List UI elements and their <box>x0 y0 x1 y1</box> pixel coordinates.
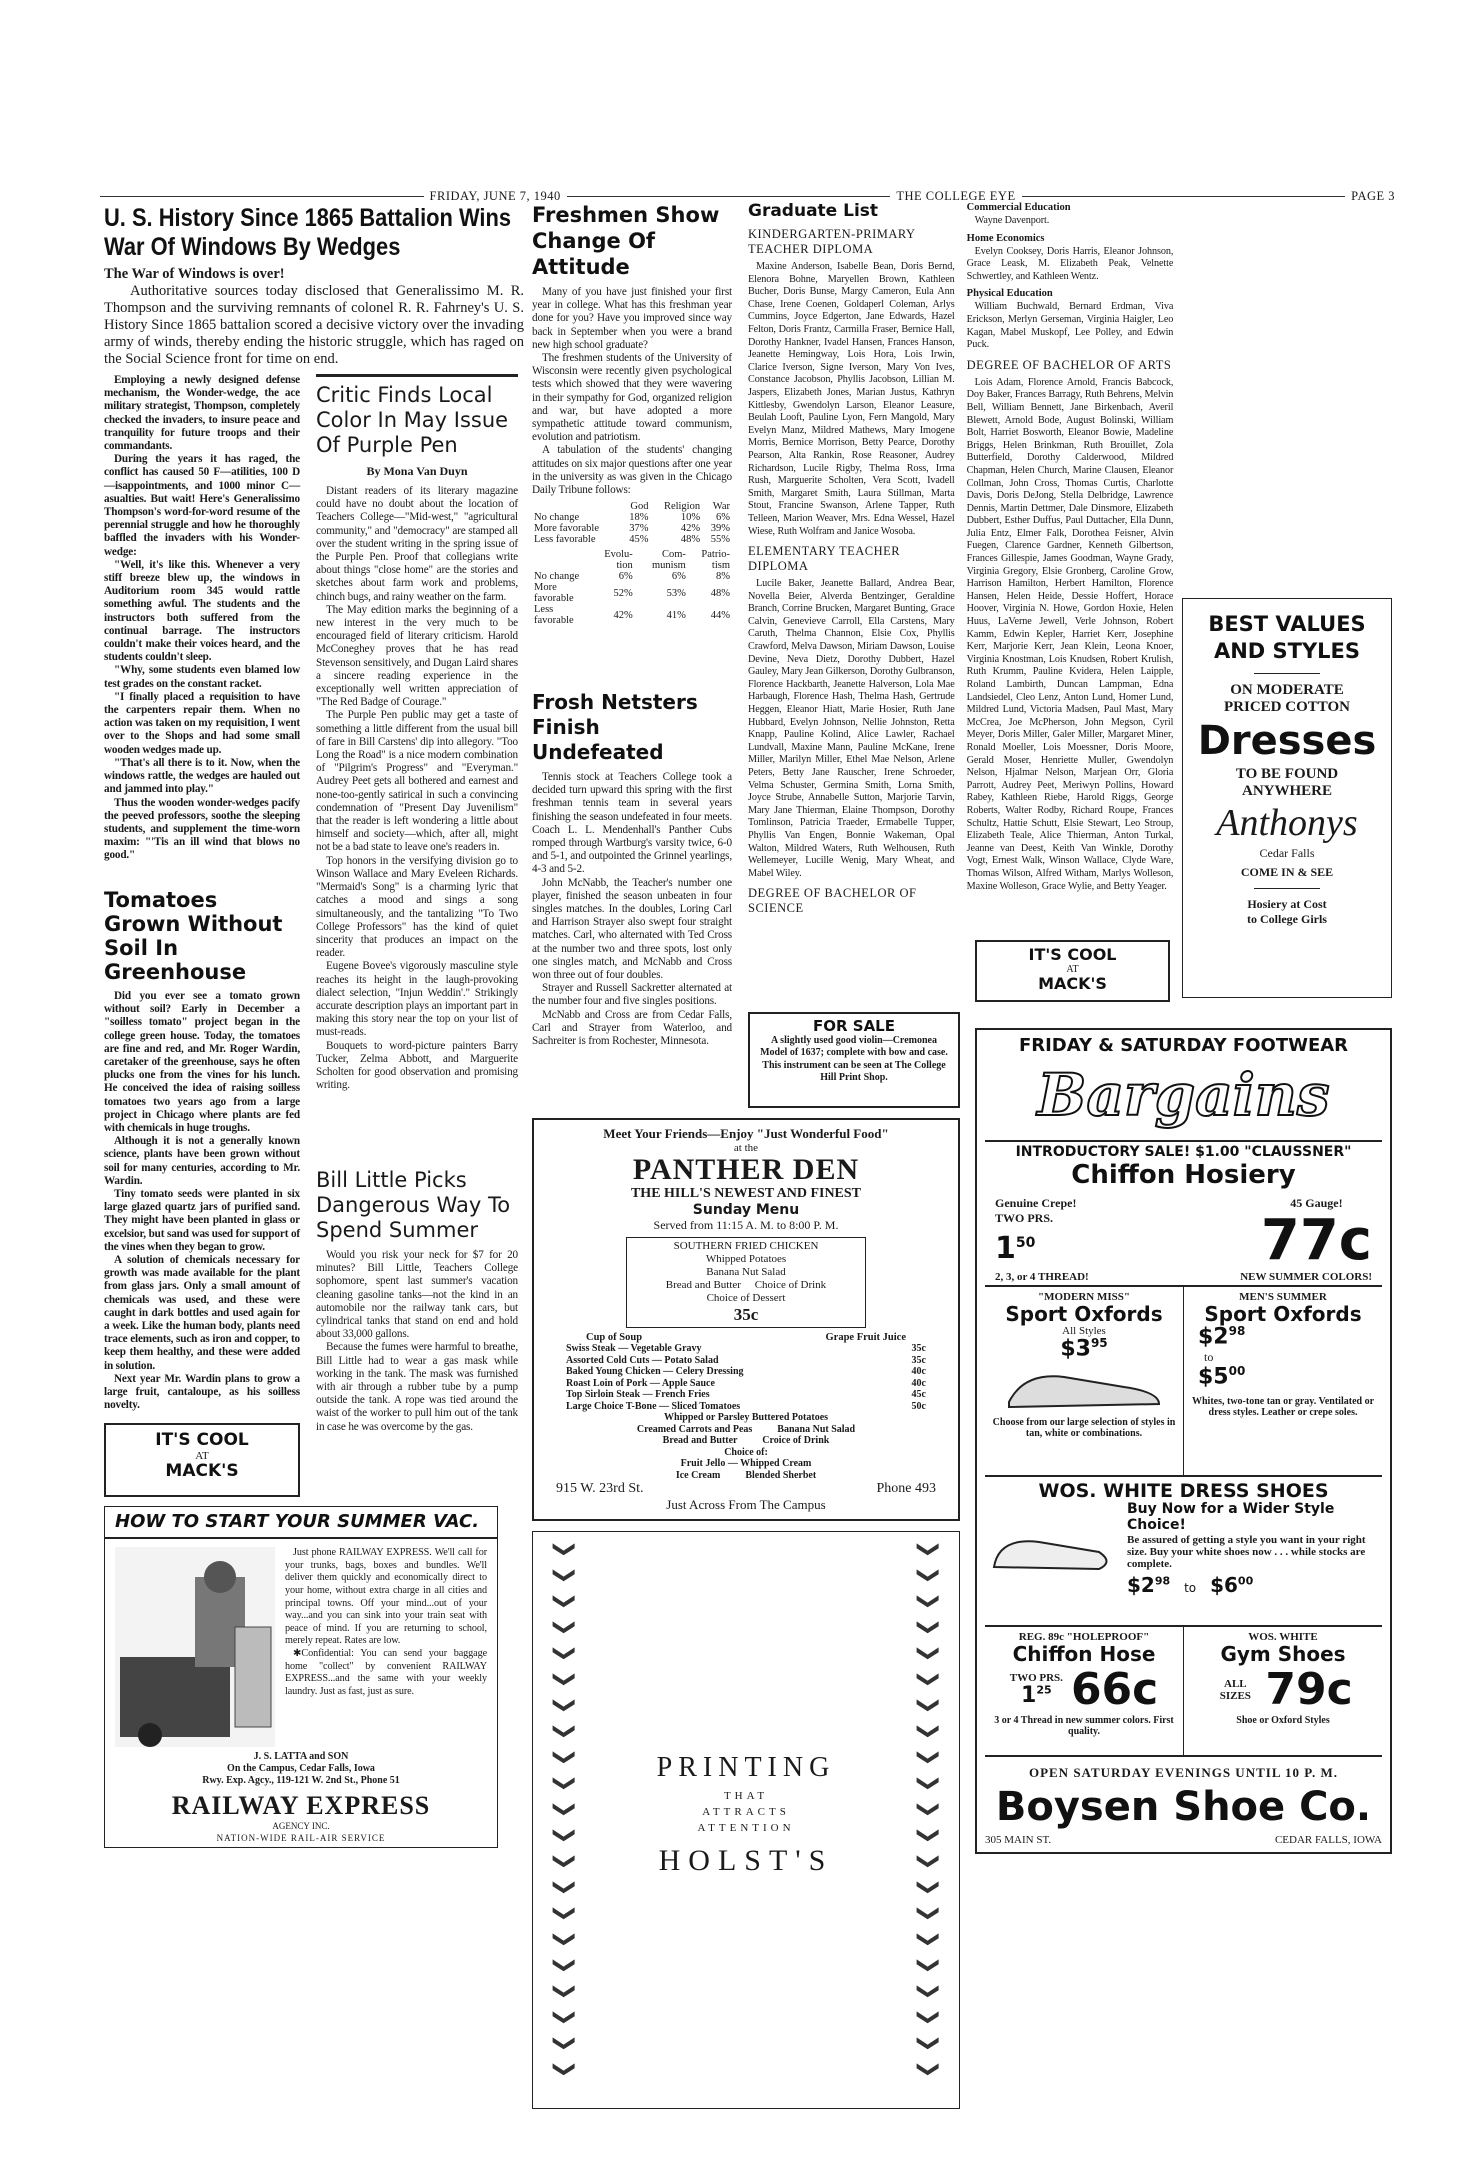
paragraph: Would you risk your neck for $7 for 20 minutes? Bill Little, Teachers College sophomore, spent last summer's vacation cleaning gasoline tanks—not the kind in an automobile nor the railway tank cars, but cylindrical tanks that stand on end and hold about 33,000 gallons. <box>316 1249 518 1341</box>
menu-item-name: Roast Loin of Pork — Apple Sauce <box>566 1377 715 1389</box>
paragraph: John McNabb, the Teacher's number one player, finished the season unbeaten in four singles matches. In the doubles, Loring Carl and Harrison Strayer also swept four straight matches. Carl, who alternated with Ted Cross at the number two and three spots, lost only one singles match, and McNabb and Cross won three out of four doubles. <box>532 876 732 982</box>
restaurant-name: PANTHER DEN <box>632 1153 860 1186</box>
chevron-icon: ❯ <box>916 2008 941 2027</box>
address: 915 W. 23rd St. <box>556 1481 644 1496</box>
cell: 48% <box>710 587 730 599</box>
ad-line: MACK'S <box>165 1461 239 1482</box>
menu-item-price: 50c <box>911 1400 926 1412</box>
cell: 39% <box>710 523 730 535</box>
article-tomatoes <box>104 888 300 1413</box>
section-heading: ELEMENTARY TEACHER DIPLOMA <box>748 544 901 574</box>
subsection-heading: Commercial Education <box>966 202 1071 213</box>
chevron-icon: ❯ <box>552 1826 577 1845</box>
product-title: Sport Oxfords <box>1204 1301 1362 1326</box>
chevron-icon: ❯ <box>552 1696 577 1715</box>
byline: By Mona Van Duyn <box>366 464 468 478</box>
chevron-icon: ❯ <box>552 1592 577 1611</box>
cell: 48% <box>680 534 701 546</box>
logo-sub: AGENCY INC. <box>272 1821 330 1832</box>
row-label: No change <box>534 571 580 583</box>
headline: Freshmen Show Change Of Attitude <box>532 203 720 279</box>
chevron-icon: ❯ <box>916 1956 941 1975</box>
folio-date: FRIDAY, JUNE 7, 1940 <box>429 188 561 203</box>
chevron-icon: ❯ <box>552 1800 577 1819</box>
table-row <box>532 512 732 523</box>
paragraph: "I finally placed a requisition to have the carpenters repair them. When no action was taken on my requisition, I went over to the Shops and had some small wooden wedges made up. <box>104 690 300 756</box>
cell: 6% <box>618 571 633 583</box>
anthonys-ad <box>1182 598 1392 998</box>
chevron-icon: ❯ <box>916 1644 941 1663</box>
ad-line: Hosiery at Cost <box>1247 897 1327 911</box>
chevron-icon: ❯ <box>552 1722 577 1741</box>
hosiery-label: Genuine Crepe! <box>995 1195 1077 1210</box>
product-title: Gym Shoes <box>1220 1641 1346 1666</box>
paragraph: Did you ever see a tomato grown without soil? Early in December a "soilless tomato" project began in the college green house. Today, the tomatoes are fine and red, and Mr. Roger Wardin, caretaker of the greenhouse, says he often plucks one from the vines for his lunch. He conceived the idea of raising soilless tomatoes two years ago from a large project in Chicago where plants are fed with chemicals in huge troughs. <box>104 990 300 1135</box>
cell: 10% <box>680 512 701 524</box>
cell <box>532 549 592 571</box>
menu-item <box>546 1343 946 1355</box>
table-row <box>532 534 732 545</box>
ad-line: ON MODERATE <box>1230 682 1344 698</box>
headline: U. S. History Since 1865 Battalion Wins War Of Windows By Wedges <box>104 204 512 261</box>
attitude-table-2 <box>532 549 732 626</box>
chevron-icon: ❯ <box>916 1982 941 2001</box>
cell: 42% <box>613 609 633 621</box>
chevron-icon: ❯ <box>552 1540 577 1559</box>
tagline: THE HILL'S NEWEST AND FINEST <box>630 1186 862 1201</box>
ad-headline: FRIDAY & SATURDAY FOOTWEAR <box>1018 1035 1349 1056</box>
cell: 37% <box>629 523 649 535</box>
cell: 53% <box>666 587 686 599</box>
row-label: More favorable <box>534 523 600 535</box>
article-war-of-windows <box>104 204 524 368</box>
ad-line: ALL SIZES <box>1219 1677 1251 1702</box>
ad-footer: Just Across From The Campus <box>666 1497 826 1512</box>
article-body <box>316 1249 518 1434</box>
paragraph: Although it is not a generally known science, plants have been grown without soil for many centuries, according to Mr. Wardin. <box>104 1135 300 1187</box>
chevron-icon: ❯ <box>552 1982 577 2001</box>
section-heading: DEGREE OF BACHELOR OF ARTS <box>966 357 1172 372</box>
chevron-icon: ❯ <box>552 1618 577 1637</box>
headline: Graduate List <box>748 201 879 221</box>
paragraph: The Purple Pen public may get a taste of something a little different from the usual bill of fare in Bill Carstens' dip into allegory. "Too Long the Road" is a nice modern combination of "Pilgrim's Progress" and "Everyman." Audrey Peet gets all bothered and earnest and none-too-gently satirical in such a convincing condemnation of "Present Day Juvenilism" that the reader is left wondering a little about himself and society—which, after all, might not be a bad state to leave one's readers in. <box>316 709 518 854</box>
paragraph: Employing a newly designed defense mechanism, the Wonder-wedge, the ace military strategist, Thompson, completely checked the invaders, to insure peace and tranquility for future troops and their commandants. <box>104 374 300 453</box>
price-cents: 95 <box>1090 1336 1108 1351</box>
name-list: Lucile Baker, Jeanette Ballard, Andrea Bear, Novella Beier, Alverda Bentzinger, Geraldine Branch, Corrine Brucken, Margaret Bunting, Grace Calvin, Genevieve Carroll, Ella Carstens, Mary Caruth, Thelma Channon, Elsie Cox, Phyllis Crawford, Melva Dawson, Miriam Dawson, Louise Devine, Neva Dietz, Dorothy Dubbert, Hazel Gauley, Mary Jean Gilkerson, Dorothy Gulbranson, Florence Hackbarth, Jeanette Halverson, Lola Mae Harbaugh, Florence Hash, Thelma Hash, Gertrude Heggen, Eleanor Hiatt, Marie Hosier, Ruth Jane Hubbard, Evelyn Johnson, Nellie Johnston, Retta Knapp, Pauline Kolind, Alice Lawler, Rachael Lundvall, Maxine Mann, Pauline McKane, Irene Miller, Marilyn Miller, Ethel Mae Nelson, Arlene Peters, Betty Jane Rauscher, Irene Schroeder, Velma Schuster, Germina Smith, Lorna Smith, Joyce Strube, Annabelle Sutton, Marjorie Tarvin, Mary Jane Thierman, Elaine Thompson, Dorothy Tomlinson, Patricia Traeder, Ermabelle Tupper, Phyllis Van Engen, Bonnie Wakeman, Opal Walton, Mildred Waters, Ruth Welhousen, Ruth Wellemeyer, Lucille Wenig, Mary Wheat, and Mabel Wiley. <box>748 578 955 879</box>
product-title: Chiffon Hosiery <box>1071 1159 1296 1190</box>
chevron-icon: ❯ <box>916 1774 941 1793</box>
ad-line: AT <box>1066 963 1079 975</box>
headline: Tomatoes Grown Without Soil In Greenhouse <box>104 888 283 984</box>
ad-text: Shoe or Oxford Styles <box>1236 1714 1330 1726</box>
paragraph: Tiny tomato seeds were planted in six large glazed quartz jars of purified sand. They might have been planted in glass or excelsior, but sand was used for support of the vines when they began to grow. <box>104 1188 300 1253</box>
ad-line: to <box>1184 1580 1197 1595</box>
phone: Phone 493 <box>876 1481 936 1496</box>
ad-headline: HOW TO START YOUR SUMMER VAC. <box>105 1507 497 1539</box>
ad-line: REG. 89c "HOLEPROOF" <box>1018 1630 1150 1643</box>
ad-line: PRICED COTTON <box>1224 699 1350 715</box>
table-row <box>532 571 732 582</box>
chevron-icon: ❯ <box>916 1592 941 1611</box>
paragraph: A tabulation of the students' changing attitudes on six major questions after one year in the university as was given in the Chicago Daily Tribune follows: <box>532 444 732 497</box>
ad-line: AT <box>195 1450 209 1463</box>
juice: Grape Fruit Juice <box>825 1332 906 1343</box>
paragraph: "That's all there is to it. Now, when the windows rattle, the wedges are hauled out and jammed into play." <box>104 756 300 796</box>
article-bill-little <box>316 1168 518 1434</box>
folio-page: PAGE 3 <box>1351 188 1396 203</box>
chevron-icon: ❯ <box>552 1748 577 1767</box>
name-list: Lois Adam, Florence Arnold, Francis Babcock, Doy Baker, Frances Barragy, Ruth Behrens, Melvin Bell, William Bennett, Jane Birkenbach, Averil Blewett, Arnold Bode, August Bolinski, William Bolt, Harriet Bosworth, Eleanor Bowie, Madeline Briggs, Helen Brinkman, Ruth Brouillet, Zola Butterfield, Dorothy Calderwood, Mildred Chapman, Helen Church, Marine Clausen, Eleanor Collman, John Cross, Thomas Curtis, Charlotte Davis, Doris DeJong, Stella Delbridge, Lawrence Dennis, Martin Dettmer, Dale Dinsmore, Elizabeth Dubbert, Esther Duffus, Paul Duttacher, Ella Dunn, Julia Entz, Elmer Falk, Dorothea Feisner, Alvin Fuegen, Clarence Gardner, Kenneth Gilbertson, Frances Gillespie, James Goodman, Wayne Grady, Virginia Gregory, Elsie Gronberg, Caroline Grow, Harrison Hamilton, Herbert Hamilton, Florence Hansen, Helen Heide, Dessie Hoffert, Horace Hoover, Virginia N. Howe, Gordon Hoxie, Helen Huus, LaVerne Jewell, Verle Johnson, Robert Kamm, Edwin Kepler, Harriet Kerr, Josephine Kerr, Marjorie Kerr, Jean Klein, Leona Knoer, Virginia Knostman, Lois Knudsen, Robert Krulish, Ruth Krumm, Pauline Kvidera, Helen Laipple, Roland Lambirth, Duncan Lampman, Edna Landsiedel, Cleo Lenz, Anton Lund, Homer Lund, Mildred Lund, Victoria Madsen, Paul Mast, Mary McCrea, Joe McPherson, John Megson, Cyril Meyer, Doris Miller, Galer Miller, Margaret Miner, Ronald Moeller, Lois Moessner, Doris Moore, Gerald Moser, Henriette Muller, Gwendolyn Nelson, Hjalmar Nelson, Marjean Orr, Gloria Parrott, Audrey Peet, Meriwyn Pollins, Howard Rabey, Kathleen Riebe, Harold Riggs, George Roberts, Walter Rodby, Richard Roupe, Frances Schultz, Hattie Schutt, Elsie Stewart, Leo Stroup, Elizabeth Teale, Alice Thierman, Anton Turkal, Jeanne van Deest, Keith Van Winkle, Dorothy Vogt, Ernest Walk, Winson Wallace, Clyde Ware, Thomas Wilson, Alfred Witham, Marlys Wolleson, Maxine Wolleson, Grace Wylie, and Betty Yeager. <box>966 376 1174 892</box>
price: 66c <box>1070 1664 1159 1716</box>
menu-item <box>546 1378 946 1390</box>
ad-text: Whites, two-tone tan or gray. Ventilated or dress styles. Leather or crepe soles. <box>1191 1396 1375 1419</box>
chevron-icon: ❯ <box>916 1748 941 1767</box>
paragraph: A solution of chemicals necessary for growth was made available for the plant from glass jars. Only a small amount of chemicals was used, and these were caught in dark bottles and used again for a week. Like the human body, plants need trace elements, such as iron and copper, to keep them healthy, and these were added in solution. <box>104 1254 300 1372</box>
paragraph: McNabb and Cross are from Cedar Falls, Carl and Strayer from Waterloo, and Sachreiter is from Rochester, Minnesota. <box>532 1008 732 1048</box>
illustration-man-with-car <box>115 1547 275 1747</box>
hosiery-qty: TWO PRS. <box>995 1210 1054 1225</box>
ad-line: IT'S COOL <box>155 1430 249 1450</box>
menu-items <box>546 1343 946 1412</box>
special-line: SOUTHERN FRIED CHICKEN <box>673 1240 819 1252</box>
paragraph: During the years it has raged, the conflict has caused 50 F—atilities, 100 D—isappointments, and 1000 minor C—asualties. But wait! Here's Generalissimo Thompson's word-for-word resume of the perennial struggle and how he thoroughly baffled the invaders with his Wonder-wedge: <box>104 453 300 558</box>
paragraph: Eugene Bovee's vigorously masculine style reaches its height in the laugh-provoking dialect selection, "Injun Weddin'." Strikingly accurate description plays an important part in making this story near the top on your list of must-reads. <box>316 960 518 1039</box>
chevron-icon: ❯ <box>916 1930 941 1949</box>
menu-item-name: Assorted Cold Cuts — Potato Salad <box>566 1354 719 1366</box>
headline: Bill Little Picks Dangerous Way To Spend Summer <box>316 1168 511 1242</box>
article-body <box>316 485 518 1092</box>
ad-line: WOS. WHITE <box>1248 1630 1318 1643</box>
row-label: Less favorable <box>534 534 596 546</box>
ad-cta: COME IN & SEE <box>1240 865 1334 879</box>
soup: Cup of Soup <box>586 1332 643 1343</box>
ad-line: PRINTING <box>656 1752 836 1783</box>
ad-text: Be assured of getting a style you want in your right size. Buy your white shoes now . . . while stocks are complete. <box>1127 1533 1366 1570</box>
section-heading: DEGREE OF BACHELOR OF SCIENCE <box>748 886 917 916</box>
row-label: More favorable <box>534 582 574 605</box>
agent-address: On the Campus, Cedar Falls, Iowa <box>227 1763 375 1775</box>
headline: Frosh Netsters Finish Undefeated <box>532 690 698 764</box>
macks-ad <box>975 940 1170 1002</box>
ad-text: ✱Confidential: You can send your baggage home "collect" by convenient RAILWAY EXPRESS...and the same with your weekly laundry. Just as fast, just as sure. <box>285 1647 487 1697</box>
special-line: Whipped Potatoes <box>705 1253 787 1265</box>
chevron-icon: ❯ <box>552 1956 577 1975</box>
store-hours: OPEN SATURDAY EVENINGS UNTIL 10 P. M. <box>1028 1764 1339 1780</box>
agency-address: Rwy. Exp. Agcy., 119-121 W. 2nd St., Phone 51 <box>202 1775 400 1787</box>
chevron-icon: ❯ <box>916 1566 941 1585</box>
subsection-heading: Home Economics <box>966 232 1045 244</box>
chevron-icon: ❯ <box>552 1878 577 1897</box>
special-line: Banana Nut Salad <box>706 1266 786 1278</box>
ad-intro: Meet Your Friends—Enjoy "Just Wonderful Food" <box>603 1126 889 1141</box>
ad-line: "MODERN MISS" <box>1038 1290 1130 1303</box>
menu-item-price: 35c <box>911 1354 926 1366</box>
paragraph: The War of Windows is over! <box>104 266 285 282</box>
headline: Critic Finds Local Color In May Issue Of Purple Pen <box>316 383 509 457</box>
menu-item <box>546 1401 946 1413</box>
menu-item-price: 45c <box>911 1389 926 1400</box>
menu-item <box>546 1366 946 1378</box>
bargains-logo: Bargains <box>1037 1061 1330 1130</box>
price: 1 <box>1021 1682 1037 1708</box>
printing-text <box>593 1752 899 1878</box>
dress-shoe-icon <box>989 1512 1119 1582</box>
cell: 6% <box>671 571 686 583</box>
price-cents: 98 <box>1154 1573 1171 1587</box>
menu-item-price: 35c <box>911 1343 926 1354</box>
ad-line: THAT <box>723 1790 769 1802</box>
agent-name: J. S. LATTA and SON <box>253 1751 349 1763</box>
cell <box>532 501 621 512</box>
chevron-icon: ❯ <box>916 1670 941 1689</box>
ad-line: TO BE FOUND <box>1235 766 1339 782</box>
article-body <box>532 286 732 497</box>
table-row <box>532 604 732 626</box>
boysen-shoe-ad <box>975 1028 1392 1854</box>
price: $5 <box>1198 1364 1229 1390</box>
hosiery-note: NEW SUMMER COLORS! <box>1240 1270 1372 1283</box>
article-lead <box>104 266 524 368</box>
attitude-table-1 <box>532 501 732 545</box>
menu-item-name: Large Choice T-Bone — Sliced Tomatoes <box>566 1400 741 1412</box>
menu-title: Sunday Menu <box>692 1202 800 1218</box>
ad-line: Dresses <box>1197 718 1377 764</box>
ad-line: ANYWHERE <box>1241 783 1332 799</box>
ad-line: BEST VALUES <box>1208 612 1366 636</box>
subsection-heading: Physical Education <box>966 288 1053 300</box>
sale-intro: INTRODUCTORY SALE! $1.00 "CLAUSSNER" <box>985 1140 1382 1161</box>
paragraph: Top honors in the versifying division go to Winson Wallace and Mary Eveleen Richards. "Mermaid's Song" is a charming lyric that catches a mood and sings a song simultaneously, and the tantalizing "To Two College Professors" has the kind of quiet sincerity that produces an impact on the reader. <box>316 854 518 960</box>
cell: 45% <box>629 534 649 546</box>
section-heading: KINDERGARTEN-PRIMARY TEACHER DIPLOMA <box>748 227 916 257</box>
ad-title: FOR SALE <box>813 1017 895 1035</box>
price-cents: 00 <box>1237 1573 1254 1587</box>
row-label: No change <box>534 512 580 524</box>
article-critic <box>316 374 518 1092</box>
name-list: Evelyn Cooksey, Doris Harris, Eleanor Johnson, Grace Leask, M. Elizabeth Peak, Velnette Schwertley, and Kathleen Wentz. <box>966 245 1174 282</box>
ad-line: to <box>1204 1350 1214 1365</box>
article-body <box>532 771 732 1048</box>
chevron-icon: ❯ <box>916 1878 941 1897</box>
cell: 18% <box>629 512 649 524</box>
menu-item-name: Baked Young Chicken — Celery Dressing <box>566 1366 744 1377</box>
macks-ad <box>104 1423 300 1497</box>
ad-line: IT'S COOL <box>1028 945 1117 964</box>
ad-text: Just phone RAILWAY EXPRESS. We'll call for your trunks, bags, boxes and bundles. We'll deliver them quickly and economically direct to your home, without extra charge in all cities and principal towns. Off your mind...out of your way...and you can sink into your train seat with peace of mind. If you are returning to school, merely repeat. Rates are low. <box>285 1547 487 1647</box>
product-title: WOS. WHITE DRESS SHOES <box>1038 1479 1329 1502</box>
chevron-icon: ❯ <box>552 2060 577 2079</box>
menu-side: Choice of: <box>724 1446 768 1458</box>
menu-item-name: Top Sirloin Steak — French Fries <box>566 1389 710 1400</box>
column-header: Patrio-tism <box>701 549 730 572</box>
oxford-shoe-icon <box>1004 1362 1164 1412</box>
hosiery-note: 2, 3, or 4 THREAD! <box>995 1270 1089 1283</box>
chevron-icon: ❯ <box>916 1904 941 1923</box>
cell: 41% <box>666 609 686 621</box>
price-cents: 00 <box>1228 1364 1246 1379</box>
paragraph: Because the fumes were harmful to breathe, Bill Little had to wear a gas mask while working in the tank. The mask was furnished with air through a rubber tube by a pump outside the tank. A rope was tied around the waist of the worker to pull him out of the tank in case he was overcome by the gas. <box>316 1341 518 1433</box>
article-body <box>104 374 300 863</box>
chevron-icon: ❯ <box>916 1852 941 1871</box>
ad-line: All Styles <box>1062 1325 1106 1338</box>
chevron-icon: ❯ <box>552 1670 577 1689</box>
paragraph: "Well, it's like this. Whenever a very stiff breeze blew up, the windows in Auditorium room 345 would rattle something awful. The students and the instructors both suffered from the continual barrage. The instructors couldn't make their voices heard, and the students couldn't sleep. <box>104 558 300 664</box>
ad-text: Choose from our large selection of styles in tan, white or combinations. <box>992 1417 1176 1440</box>
column-header: Com-munism <box>652 549 686 572</box>
chevron-icon: ❯ <box>552 2034 577 2053</box>
ad-line: MACK'S <box>1038 973 1107 993</box>
product-title: Chiffon Hose <box>1012 1641 1156 1666</box>
ad-line: Buy Now for a Wider Style Choice! <box>1127 1501 1335 1533</box>
ad-brand: HOLST'S <box>658 1844 834 1877</box>
special-price: 35c <box>733 1305 759 1324</box>
chevron-icon: ❯ <box>916 1800 941 1819</box>
menu-item <box>546 1355 946 1367</box>
agent-info <box>105 1751 497 1787</box>
ad-footer: NATION-WIDE RAIL-AIR SERVICE <box>216 1833 386 1844</box>
menu-item <box>546 1389 946 1401</box>
ad-line: AND STYLES <box>1213 639 1361 663</box>
brand-name: Anthonys <box>1216 802 1358 844</box>
store-name: Boysen Shoe Co. <box>995 1783 1372 1830</box>
price: $3 <box>1060 1336 1091 1362</box>
row-label: Less favorable <box>534 604 574 627</box>
cell: 42% <box>680 523 701 535</box>
price-cents: 98 <box>1228 1324 1246 1339</box>
menu-side: Ice Cream Blended Sherbet <box>675 1469 817 1481</box>
menu-item-price: 40c <box>911 1377 926 1389</box>
paragraph: The freshmen students of the University of Wisconsin were recently given psychological tests which showed that they were wavering in their sympathy for God, organized religion and war, but have adopted a more sympathetic attitude toward communism, evolution and patriotism. <box>532 352 732 444</box>
menu-side: Whipped or Parsley Buttered Potatoes <box>663 1412 829 1423</box>
chevron-icon: ❯ <box>552 1852 577 1871</box>
table-header-row <box>532 549 732 571</box>
column-header: Religion <box>663 501 701 513</box>
menu-side: Fruit Jello — Whipped Cream <box>680 1458 812 1469</box>
ad-at: at the <box>733 1142 759 1154</box>
price: $2 <box>1127 1572 1155 1597</box>
chevron-icon: ❯ <box>916 2034 941 2053</box>
ad-body <box>285 1547 487 1747</box>
folio-paper: THE COLLEGE EYE <box>896 188 1016 203</box>
name-list: William Buchwald, Bernard Erdman, Viva Erickson, Merlyn Gerseman, Virginia Haigler, Leo Kagan, Mabel Muskopf, Lee Polley, and Edwin Puck. <box>966 301 1174 351</box>
special-line: Choice of Dessert <box>706 1292 786 1304</box>
chevron-icon: ❯ <box>552 1566 577 1585</box>
cell: 52% <box>613 587 633 599</box>
holsts-printing-ad <box>532 1531 960 2109</box>
paragraph: "Why, some students even blamed low test grades on the constant racket. <box>104 664 300 690</box>
cell: 6% <box>716 512 730 524</box>
price: $6 <box>1210 1572 1238 1597</box>
railway-express-logo <box>105 1791 497 1831</box>
price: 79c <box>1265 1664 1353 1716</box>
chevron-border-icon <box>549 1542 579 2088</box>
price: 77c <box>1260 1207 1372 1273</box>
ad-text: 3 or 4 Thread in new summer colors. First quality. <box>994 1714 1174 1737</box>
railway-express-ad <box>104 1506 498 1848</box>
table-row <box>532 582 732 604</box>
hosiery-gauge: 45 Gauge! <box>1290 1195 1343 1210</box>
ad-line: TWO PRS. <box>1009 1671 1063 1684</box>
store-city: CEDAR FALLS, IOWA <box>1274 1833 1382 1846</box>
ad-line: ATTRACTS <box>702 1806 790 1818</box>
special-box <box>626 1237 866 1328</box>
logo-text: RAILWAY EXPRESS <box>171 1791 431 1821</box>
for-sale-ad <box>748 1012 960 1108</box>
menu-item-price: 40c <box>911 1366 926 1377</box>
menu-side: Creamed Carrots and Peas Banana Nut Salad <box>636 1423 856 1435</box>
store-address: 305 MAIN ST. <box>985 1833 1052 1846</box>
ad-text: A slightly used good violin—Cremonea Model of 1637; complete with bow and case. This instrument can be seen at The College Hill Print Shop. <box>760 1034 948 1084</box>
menu-side: Bread and Butter Croice of Drink <box>662 1435 830 1446</box>
chevron-icon: ❯ <box>552 2008 577 2027</box>
cell: 44% <box>710 609 730 621</box>
chevron-icon: ❯ <box>916 1540 941 1559</box>
menu-item-name: Swiss Steak — Vegetable Gravy <box>566 1343 702 1354</box>
name-list: Maxine Anderson, Isabelle Bean, Doris Bernd, Elenora Bohne, Maryellen Brown, Kathleen Bucher, Doris Bunse, Margy Cameron, Eula Ann Chase, Irene Coenen, Goldaperl Coleman, Arlys Cummins, Joyce Edgerton, Jane Edwards, Hazel Felton, Doris Frantz, Carmilla Fraser, Bernice Hall, Dorothy Hankner, Ivadel Hansen, Frances Hanson, Jeanette Hemingway, Lois Hora, Lois Irwin, Clarice Iverson, Signe Iverson, Mary Von Ives, Constance Jacobson, Phyllis Jacobson, Lillian M. Jaspers, Elizabeth Jones, Marian Justus, Kathryn Kittlesby, Gwendolyn Larson, Eleanor Leasure, Beulah Looft, Pauline Lyon, Fern Mangold, Mary Evelyn Manz, Mildred Mathews, Mary Imogene Morris, Bernice Morrison, Betty Pearce, Dorothy Pearson, Alta Rankin, Rose Reasoner, Audrey Richardson, Lucile Rigby, Thelma Ross, Irma Rush, Marguerite Scholten, Vera Scott, Ivadell Smith, Margaret Smith, Laura Stillman, Marta Stout, Francine Swanson, Arlene Tapper, Ruth Telleen, Marion Weaver, Mrs. Edna Wessel, Hazel Wiese, Ruth Wolfram and Janice Wosoba. <box>748 261 955 537</box>
product-title: Sport Oxfords <box>1005 1301 1163 1326</box>
chevron-icon: ❯ <box>552 1930 577 1949</box>
chevron-icon: ❯ <box>916 1618 941 1637</box>
chevron-icon: ❯ <box>916 1696 941 1715</box>
city: Cedar Falls <box>1259 846 1315 860</box>
chevron-icon: ❯ <box>552 1644 577 1663</box>
cell: 8% <box>716 571 730 583</box>
paragraph: Tennis stock at Teachers College took a decided turn upward this spring with the first freshman tennis team in several years finishing the season undefeated in four meets. Coach L. L. Mendenhall's Panther Cubs romped through Wartburg's varsity twice, 6-0 and 5-1, and outpointed the Grinnel yearlings, 4-3 and 5-2. <box>532 771 732 876</box>
price: $2 <box>1198 1324 1229 1350</box>
special-line: Bread and Butter Choice of Drink <box>665 1279 827 1291</box>
paragraph: Many of you have just finished your first year in college. What has this freshman year done for you? Have you improved since way back in September when you were a brand new high school graduate? <box>532 286 732 351</box>
paragraph: Distant readers of its literary magazine could have no doubt about the location of Teachers College—"Mid-west," "agricultural community," and "democracy" are stamped all over the student writing in the spring issue of the Purple Pen. Proof that collegians write about things "close home" are the stories and sketches about farm work and problems, chinch bugs, and rainy weather on the farm. <box>316 485 518 603</box>
price-cents: 50 <box>1015 1234 1036 1251</box>
paragraph: The May edition marks the beginning of a new interest in the very much to be encouraged field of literary criticism. Harold McConeghey proves that he has read Stevenson sensitively, and Dugan Laird shares a sincere reading experience in the exceptionally well written appreciation of "The Red Badge of Courage." <box>316 603 518 709</box>
chevron-icon: ❯ <box>916 1826 941 1845</box>
chevron-icon: ❯ <box>552 1774 577 1793</box>
panther-den-ad <box>532 1118 960 1521</box>
table-header-row <box>532 501 732 512</box>
chevron-icon: ❯ <box>552 1904 577 1923</box>
table-row <box>532 523 732 534</box>
name-list: Wayne Davenport. <box>974 215 1050 226</box>
paragraph: Strayer and Russell Sackretter alternated at the number four and five singles positions. <box>532 982 732 1008</box>
ad-line: to College Girls <box>1247 912 1327 926</box>
served-hours: Served from 11:15 A. M. to 8:00 P. M. <box>653 1218 839 1232</box>
menu-sides <box>546 1412 946 1481</box>
column-header: Evolu-tion <box>604 549 633 572</box>
article-frosh-netsters <box>532 690 732 1048</box>
paragraph: Thus the wooden wonder-wedges pacify the peeved professors, soothe the sleeping students, and supplement the time-worn maxim: "'Tis an ill wind that blows no good." <box>104 796 300 862</box>
ad-line: MEN'S SUMMER <box>1239 1290 1327 1303</box>
ad-line: ATTENTION <box>697 1822 795 1834</box>
paragraph: Authoritative sources today disclosed that Generalissimo M. R. Thompson and the surviving remnants of colonel R. R. Fahrney's U. S. History Since 1865 battalion scored a decisive victory over the invading army of winds, thereby ending the historic struggle, which has raged on the Social Science front for time on end. <box>104 283 524 367</box>
article-freshmen <box>532 202 732 630</box>
chevron-border-icon <box>913 1542 943 2088</box>
column-header: God <box>630 501 649 513</box>
chevron-icon: ❯ <box>916 1722 941 1741</box>
cell: 55% <box>710 534 730 546</box>
price: 1 <box>995 1230 1016 1266</box>
price-cents: 25 <box>1036 1683 1052 1697</box>
chevron-icon: ❯ <box>916 2060 941 2079</box>
paragraph: Bouquets to word-picture painters Barry Tucker, Zelma Abbott, and Marguerite Scholten for good observation and promising writing. <box>316 1039 518 1092</box>
column-header: War <box>712 501 730 513</box>
paragraph: Next year Mr. Wardin plans to grow a large fruit, cantaloupe, as his soilless novelty. <box>104 1372 300 1412</box>
article-body <box>104 990 300 1413</box>
